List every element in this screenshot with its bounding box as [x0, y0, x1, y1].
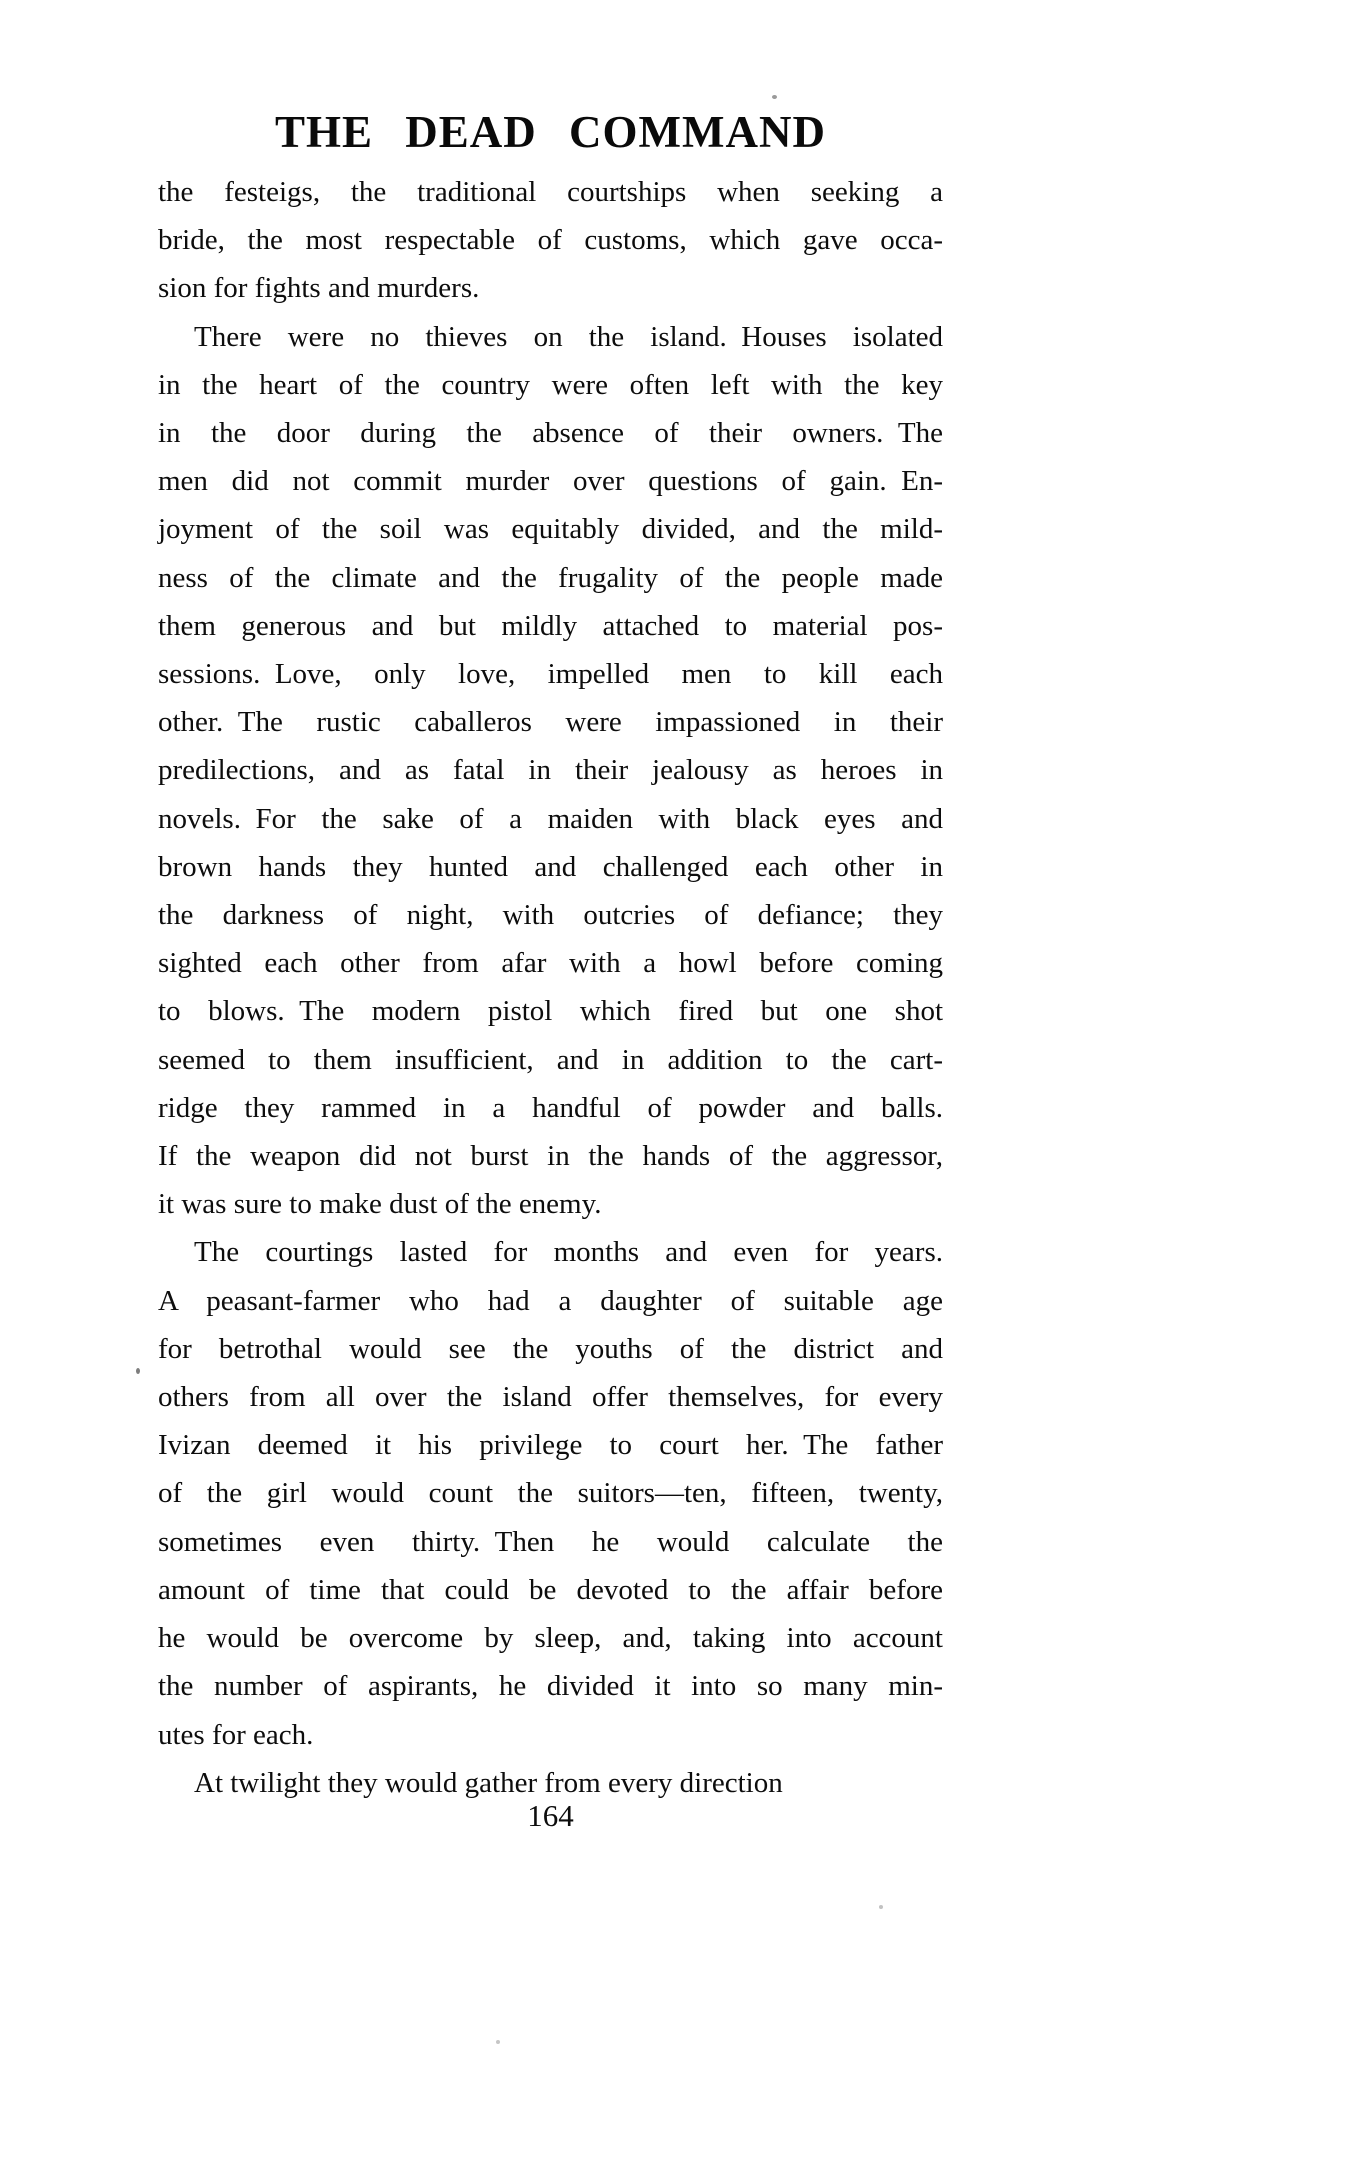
text-line: sion for fights and murders.: [158, 272, 480, 305]
text-line: to blows. The modern pistol which fired but one shot: [158, 995, 943, 1028]
text-line: If the weapon did not burst in the hands of the aggressor,: [158, 1140, 943, 1173]
text-line: novels. For the sake of a maiden with black eyes and: [158, 802, 943, 835]
scan-speck: [496, 2040, 500, 2044]
text-line: predilections, and as fatal in their jealousy as heroes in: [158, 754, 943, 787]
paragraph: [158, 168, 943, 313]
text-line: amount of time that could be devoted to the affair before: [158, 1573, 943, 1606]
text-line: in the door during the absence of their owners. The: [158, 417, 943, 450]
text-line: At twilight they would gather from every direction: [194, 1766, 783, 1799]
text-line: men did not commit murder over questions of gain. En-: [158, 465, 943, 498]
text-line: it was sure to make dust of the enemy.: [158, 1188, 602, 1221]
text-line: sessions. Love, only love, impelled men to kill each: [158, 658, 943, 691]
scan-speck: [772, 95, 777, 99]
text-line: the darkness of night, with outcries of defiance; they: [158, 899, 943, 932]
text-block: [158, 168, 943, 1807]
text-line: There were no thieves on the island. Houses isolated: [194, 320, 943, 353]
text-line: other. The rustic caballeros were impassioned in their: [158, 706, 943, 739]
page-number: 164: [527, 1798, 574, 1833]
text-line: brown hands they hunted and challenged each other in: [158, 850, 943, 883]
text-line: ridge they rammed in a handful of powder and balls.: [158, 1091, 943, 1124]
text-line: sometimes even thirty. Then he would calculate the: [158, 1525, 943, 1558]
text-line: joyment of the soil was equitably divided, and the mild-: [158, 513, 943, 546]
text-line: seemed to them insufficient, and in addition to the cart-: [158, 1043, 943, 1076]
text-line: sighted each other from afar with a howl before coming: [158, 947, 943, 980]
text-line: for betrothal would see the youths of the district and: [158, 1332, 943, 1365]
page-title: THE DEAD COMMAND: [275, 107, 826, 157]
text-line: he would be overcome by sleep, and, taking into account: [158, 1622, 943, 1655]
text-line: The courtings lasted for months and even for years.: [194, 1236, 943, 1269]
text-line: others from all over the island offer themselves, for every: [158, 1381, 943, 1414]
text-line: Ivizan deemed it his privilege to court her. The father: [158, 1429, 943, 1462]
paragraph: [158, 1228, 943, 1758]
text-line: of the girl would count the suitors—ten, fifteen, twenty,: [158, 1477, 943, 1510]
text-line: bride, the most respectable of customs, which gave occa-: [158, 224, 943, 257]
scan-speck: [136, 1368, 140, 1374]
paragraph: [158, 313, 943, 1229]
text-line: utes for each.: [158, 1718, 314, 1751]
text-line: ness of the climate and the frugality of the people made: [158, 561, 943, 594]
text-line: the number of aspirants, he divided it into so many min-: [158, 1670, 943, 1703]
text-line: A peasant-farmer who had a daughter of suitable age: [158, 1284, 943, 1317]
text-line: the festeigs, the traditional courtships when seeking a: [158, 176, 943, 208]
text-line: them generous and but mildly attached to material pos-: [158, 609, 943, 642]
text-line: in the heart of the country were often left with the key: [158, 368, 943, 401]
scan-speck: [879, 1905, 883, 1909]
